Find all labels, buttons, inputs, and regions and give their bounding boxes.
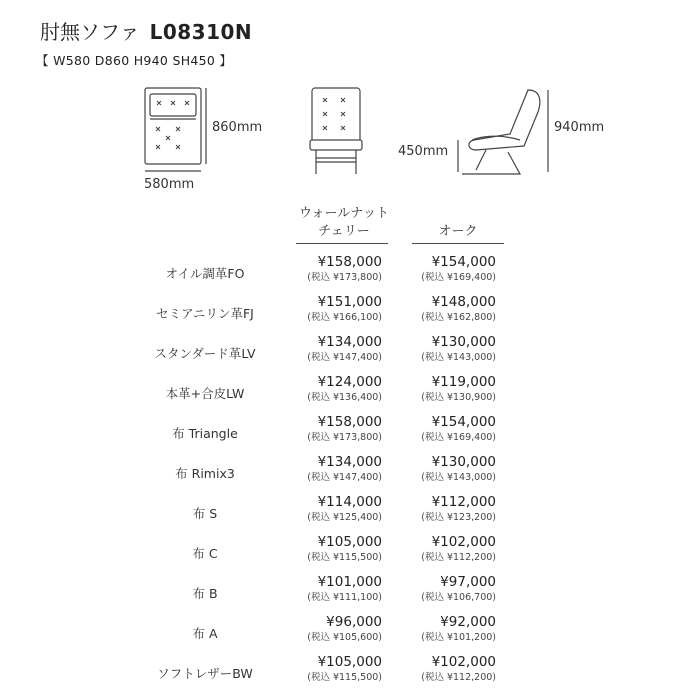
oak-price-tax: (税込 ¥101,200) [421,632,496,643]
dimensions-summary: 【 W580 D860 H940 SH450 】 [36,53,233,68]
oak-price: ¥154,000 [431,254,496,270]
oak-price-cell [421,534,496,564]
walnut-price: ¥134,000 [317,334,382,350]
walnut-price: ¥158,000 [317,254,382,270]
oak-price-cell [421,574,496,604]
oak-price: ¥102,000 [431,534,496,550]
table-row [0,574,700,614]
walnut-price: ¥114,000 [317,494,382,510]
oak-price-cell [421,614,496,644]
walnut-price-tax: (税込 ¥125,400) [307,512,382,523]
walnut-price: ¥158,000 [317,414,382,430]
oak-price: ¥112,000 [431,494,496,510]
width-dimension-label: 580mm [144,177,195,192]
walnut-price-cell [307,614,382,644]
table-row [0,534,700,574]
walnut-price-tax: (税込 ¥173,800) [307,272,382,283]
walnut-price-cell [307,574,382,604]
walnut-price-cell [307,494,382,524]
depth-dimension-label: 860mm [212,120,263,135]
walnut-price-cell [307,534,382,564]
oak-price-tax: (税込 ¥169,400) [421,272,496,283]
oak-price-tax: (税込 ¥123,200) [421,512,496,523]
table-row [0,334,700,374]
oak-price-tax: (税込 ¥112,200) [421,552,496,563]
walnut-header-label: ウォールナット チェリー [299,206,389,239]
material-label: オイル調革FO [165,266,245,281]
oak-price: ¥130,000 [431,454,496,470]
walnut-price-cell [307,254,382,284]
oak-price-cell [421,654,496,684]
material-label: ソフトレザーBW [157,666,253,681]
height-dimension-label: 940mm [554,120,605,135]
walnut-price-tax: (税込 ¥136,400) [307,392,382,403]
oak-price-tax: (税込 ¥169,400) [421,432,496,443]
walnut-price-cell [307,454,382,484]
oak-price: ¥130,000 [431,334,496,350]
walnut-price-cell [307,654,382,684]
walnut-price-tax: (税込 ¥115,500) [307,552,382,563]
oak-price-tax: (税込 ¥112,200) [421,672,496,683]
table-row [0,294,700,334]
oak-price-cell [421,454,496,484]
oak-price-tax: (税込 ¥143,000) [421,352,496,363]
oak-price-cell [421,494,496,524]
table-row [0,494,700,534]
material-label: 布 Triangle [172,426,238,441]
oak-price-tax: (税込 ¥162,800) [421,312,496,323]
oak-price-tax: (税込 ¥106,700) [421,592,496,603]
product-code: L08310N [149,20,253,44]
seat-height-dimension-label: 450mm [398,144,449,159]
walnut-price-tax: (税込 ¥111,100) [307,592,382,603]
oak-price: ¥154,000 [431,414,496,430]
oak-price-cell [421,414,496,444]
material-label: 布 S [192,506,218,521]
walnut-price-cell [307,374,382,404]
walnut-price-tax: (税込 ¥173,800) [307,432,382,443]
walnut-price-tax: (税込 ¥105,600) [307,632,382,643]
table-row [0,254,700,294]
oak-price-cell [421,294,496,324]
column-underline-walnut [296,243,388,244]
walnut-price: ¥124,000 [317,374,382,390]
oak-header-label: オーク [438,224,478,239]
oak-price-cell [421,374,496,404]
table-row [0,454,700,494]
oak-price: ¥102,000 [431,654,496,670]
oak-price: ¥119,000 [431,374,496,390]
column-header-oak [412,223,504,241]
walnut-price: ¥101,000 [317,574,382,590]
oak-price: ¥92,000 [440,614,496,630]
product-drawings [0,0,700,200]
walnut-price-cell [307,334,382,364]
walnut-price-cell [307,414,382,444]
walnut-price-tax: (税込 ¥115,500) [307,672,382,683]
material-label: スタンダード革LV [154,346,256,361]
oak-price-tax: (税込 ¥130,900) [421,392,496,403]
walnut-price-tax: (税込 ¥166,100) [307,312,382,323]
product-name: 肘無ソファ [40,20,140,44]
top-view-drawing [145,88,206,171]
table-row [0,614,700,654]
walnut-price: ¥151,000 [317,294,382,310]
side-view-drawing [458,90,548,174]
walnut-price-tax: (税込 ¥147,400) [307,472,382,483]
front-view-drawing [310,88,362,174]
walnut-price: ¥134,000 [317,454,382,470]
walnut-price: ¥105,000 [317,534,382,550]
table-row [0,374,700,414]
walnut-price-cell [307,294,382,324]
oak-price-cell [421,254,496,284]
walnut-price: ¥105,000 [317,654,382,670]
walnut-price-tax: (税込 ¥147,400) [307,352,382,363]
oak-price: ¥97,000 [440,574,496,590]
material-label: 布 C [192,546,218,561]
table-row [0,414,700,454]
column-header-walnut-cherry [296,205,392,241]
material-label: 布 Rimix3 [175,466,235,481]
oak-price-cell [421,334,496,364]
material-label: 布 A [192,626,218,641]
column-underline-oak [412,243,504,244]
walnut-price: ¥96,000 [326,614,382,630]
material-label: 布 B [192,586,218,601]
table-row [0,654,700,694]
material-label: セミアニリン革FJ [156,306,254,321]
oak-price: ¥148,000 [431,294,496,310]
material-label: 本革+合皮LW [165,386,245,401]
oak-price-tax: (税込 ¥143,000) [421,472,496,483]
